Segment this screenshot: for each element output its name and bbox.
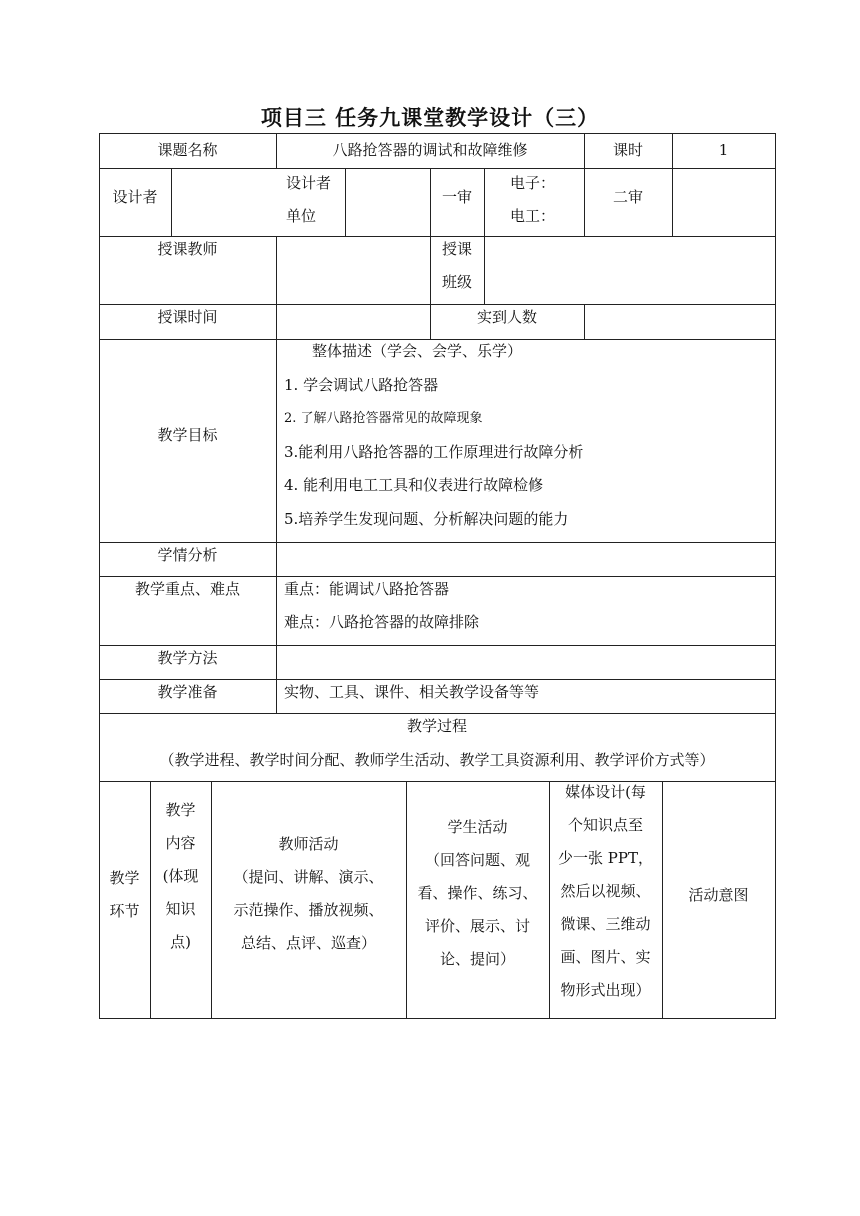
objective-item: 3.能利用八路抢答器的工作原理进行故障分析 (284, 442, 584, 461)
hours-value: 1 (718, 141, 729, 159)
method-label: 教学方法 (157, 649, 218, 667)
designer-unit-label: 设计者 单位 (286, 174, 332, 225)
col-content: 教学 内容 (体现 知识 点) (162, 801, 199, 951)
analysis-label: 学情分析 (157, 546, 218, 564)
objectives-heading: 整体描述（学会、会学、乐学） (312, 342, 523, 360)
time-label: 授课时间 (157, 308, 218, 326)
objectives-content (284, 335, 772, 536)
page-title: 项目三 任务九课堂教学设计（三） (260, 106, 600, 130)
objective-item: 4. 能利用电工工具和仪表进行故障检修 (284, 476, 544, 494)
col-teacher: 教师活动 （提问、讲解、演示、 示范操作、播放视频、 总结、点评、巡查） (233, 835, 384, 952)
process-heading: 教学过程 (406, 717, 467, 735)
topic-label: 课题名称 (157, 141, 218, 159)
objectives-label: 教学目标 (157, 426, 218, 444)
col-intent: 活动意图 (688, 886, 749, 904)
hours-label: 课时 (612, 141, 643, 159)
attendance-label: 实到人数 (476, 308, 537, 326)
preparation-value: 实物、工具、课件、相关教学设备等等 (284, 683, 540, 701)
objective-item: 5.培养学生发现问题、分析解决问题的能力 (284, 509, 569, 528)
first-review-items: 电子： 电工： (510, 174, 556, 225)
designer-label: 设计者 (112, 188, 158, 206)
key-point: 重点：能调试八路抢答器 (284, 580, 450, 598)
objective-item: 2. 了解八路抢答器常见的故障现象 (284, 411, 483, 426)
difficulty-point: 难点：八路抢答器的故障排除 (284, 613, 480, 631)
class-label: 授课 班级 (441, 240, 472, 291)
key-points-label: 教学重点、难点 (134, 580, 240, 598)
process-subheading: （教学进程、教学时间分配、教师学生活动、教学工具资源利用、教学评价方式等） (159, 751, 715, 769)
objective-item: 1. 学会调试八路抢答器 (284, 375, 439, 394)
preparation-label: 教学准备 (157, 683, 218, 701)
teacher-label: 授课教师 (157, 240, 218, 258)
first-review-label: 一审 (441, 188, 472, 206)
topic-value: 八路抢答器的调试和故障维修 (332, 141, 528, 159)
col-student: 学生活动 （回答问题、观 看、操作、练习、 评价、展示、讨 论、提问） (417, 818, 538, 968)
second-review-label: 二审 (612, 188, 643, 206)
col-media: 媒体设计(每 个知识点至 少一张 PPT， 然后以视频、 微课、三维动 画、图片、实 物形式出现） (558, 783, 653, 999)
col-stage: 教学 环节 (109, 869, 140, 920)
